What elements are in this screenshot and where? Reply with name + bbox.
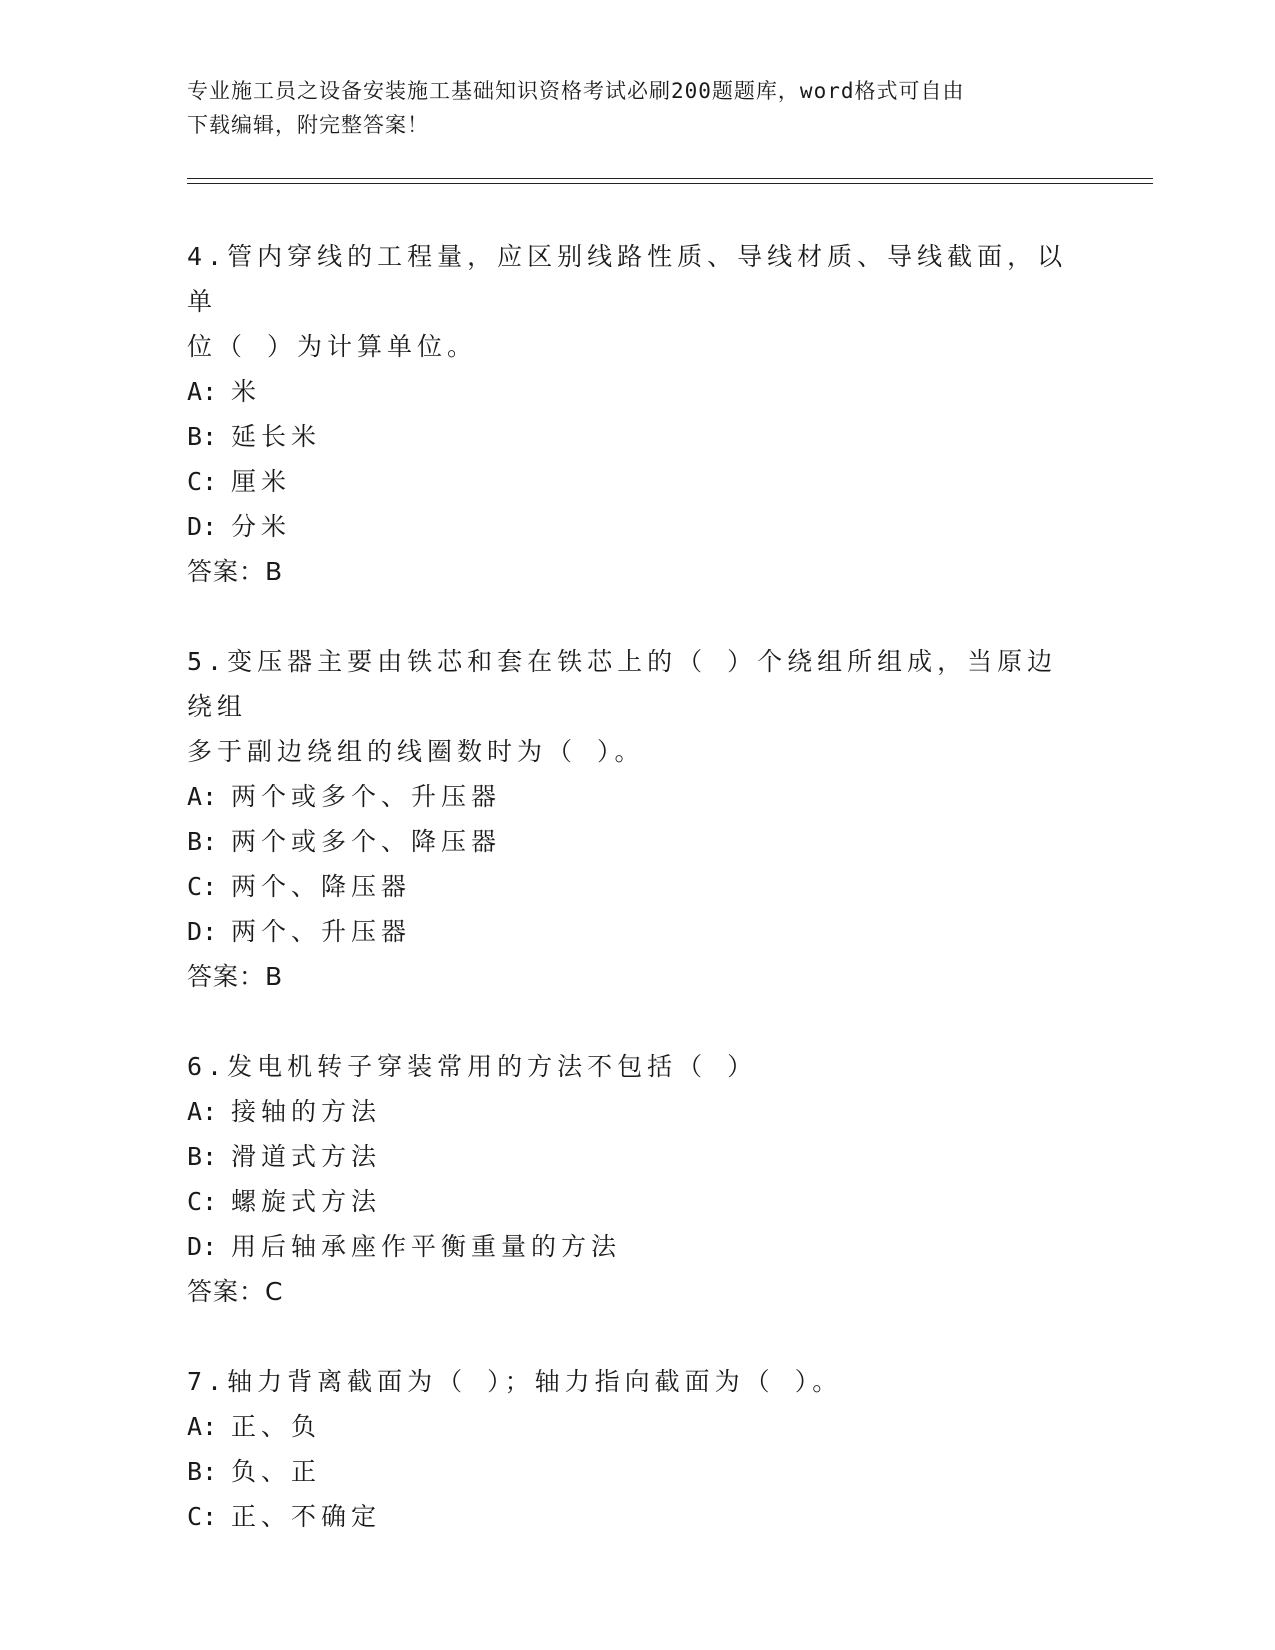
option-text: 接轴的方法 [231,1097,382,1126]
option-c [187,1179,1087,1224]
question-4 [187,234,1087,594]
option-b [187,1449,1087,1494]
option-text: 正、不确定 [231,1502,382,1531]
option-text: 螺旋式方法 [231,1187,382,1216]
answer-value: B [265,962,284,991]
option-d [187,1224,1087,1269]
option-a [187,774,1087,819]
header-divider-top [187,178,1153,179]
option-key: A: [187,1412,218,1441]
answer-value: B [265,557,284,586]
header-line-1: 专业施工员之设备安装施工基础知识资格考试必刷200题题库，word格式可自由 [187,79,965,103]
option-key: D: [187,1232,218,1261]
option-text: 米 [231,377,262,406]
option-d [187,504,1087,549]
question-stem-line-2: 位（ ）为计算单位。 [187,332,478,361]
option-b [187,1134,1087,1179]
option-key: B: [187,1457,218,1486]
option-key: B: [187,1142,218,1171]
question-7 [187,1359,1087,1539]
header-divider-bottom [187,183,1153,184]
option-key: A: [187,782,218,811]
option-b [187,414,1087,459]
option-text: 两个或多个、升压器 [231,782,502,811]
question-stem-line-1: 6.发电机转子穿装常用的方法不包括（ ） [187,1052,758,1081]
question-stem-line-2: 多于副边绕组的线圈数时为（ ）。 [187,737,645,766]
option-key: D: [187,917,218,946]
answer-value: C [265,1277,284,1306]
option-text: 厘米 [231,467,292,496]
option-b [187,819,1087,864]
option-key: A: [187,377,218,406]
option-key: B: [187,422,218,451]
option-d [187,909,1087,954]
question-5 [187,639,1087,999]
question-list [187,234,1087,1584]
answer-label: 答案： [187,962,266,991]
answer-line [187,549,1087,594]
option-a [187,1089,1087,1134]
option-text: 分米 [231,512,292,541]
option-text: 两个或多个、降压器 [231,827,502,856]
option-text: 两个、降压器 [231,872,412,901]
answer-line [187,1269,1087,1314]
question-stem-line-1: 5.变压器主要由铁芯和套在铁芯上的（ ）个绕组所组成，当原边绕组 [187,647,1058,721]
option-c [187,459,1087,504]
option-c [187,1494,1087,1539]
question-6 [187,1044,1087,1314]
option-key: C: [187,1187,218,1216]
question-stem-line-1: 7.轴力背离截面为（ ）；轴力指向截面为（ ）。 [187,1367,843,1396]
document-header [187,74,1067,142]
option-text: 两个、升压器 [231,917,412,946]
header-line-2: 下载编辑，附完整答案！ [187,113,429,137]
option-key: C: [187,467,218,496]
option-key: A: [187,1097,218,1126]
option-key: D: [187,512,218,541]
answer-label: 答案： [187,557,266,586]
option-c [187,864,1087,909]
option-text: 负、正 [231,1457,322,1486]
option-a [187,369,1087,414]
question-stem-line-1: 4.管内穿线的工程量，应区别线路性质、导线材质、导线截面，以单 [187,242,1068,316]
option-text: 延长米 [231,422,322,451]
option-a [187,1404,1087,1449]
option-key: B: [187,827,218,856]
answer-label: 答案： [187,1277,266,1306]
answer-line [187,954,1087,999]
option-text: 用后轴承座作平衡重量的方法 [231,1232,622,1261]
option-text: 滑道式方法 [231,1142,382,1171]
option-text: 正、负 [231,1412,322,1441]
option-key: C: [187,872,218,901]
option-key: C: [187,1502,218,1531]
